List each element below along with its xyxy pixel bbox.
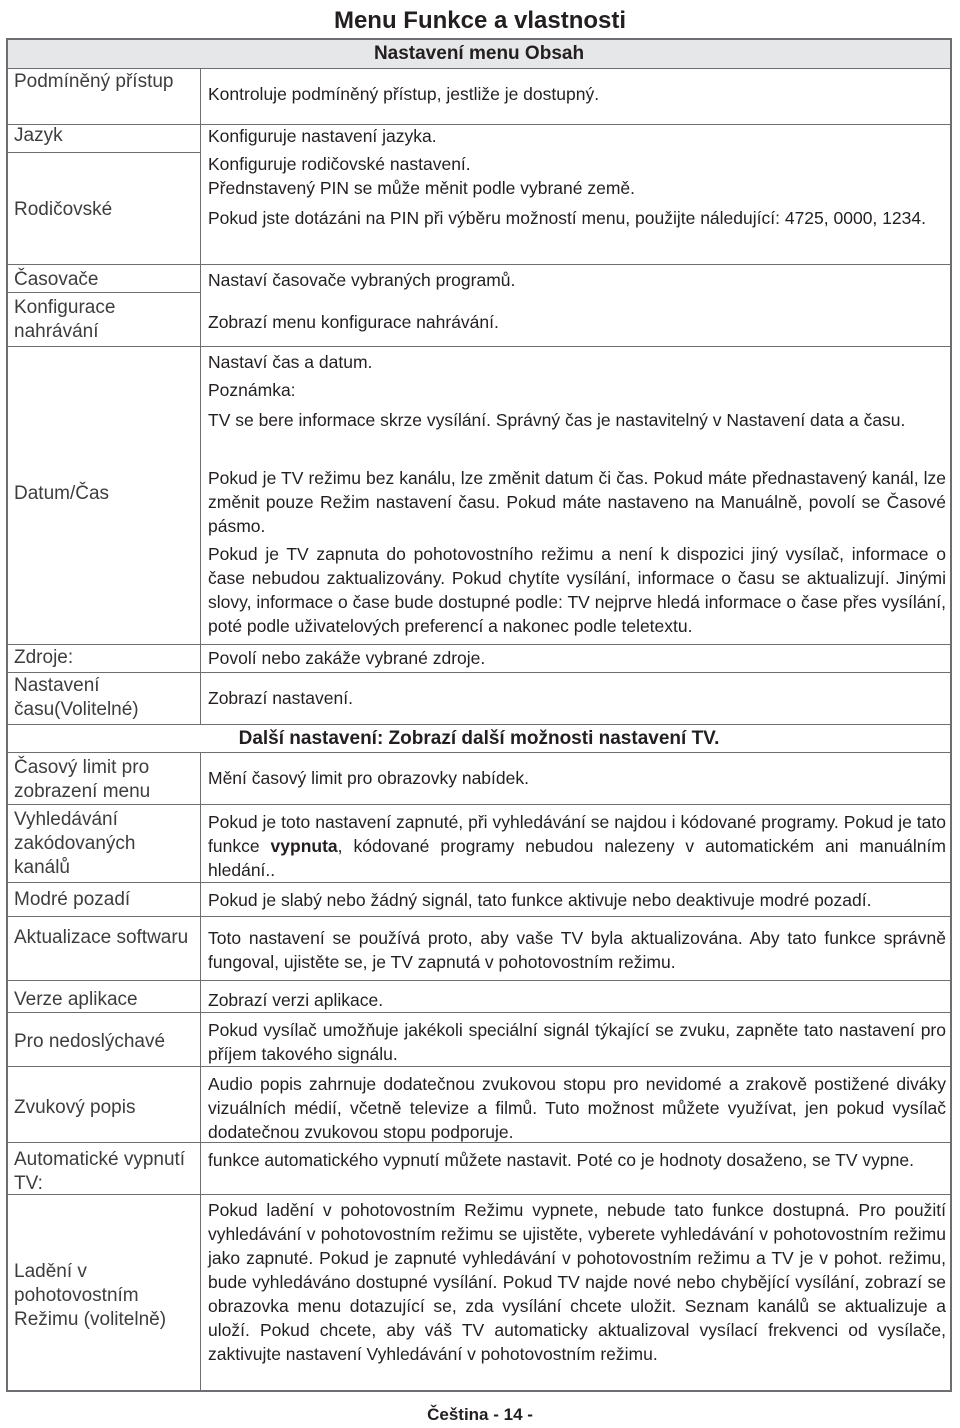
row-divider bbox=[8, 292, 200, 293]
row-label: Datum/Čas bbox=[14, 483, 110, 504]
row-text: Pokud ladění v pohotovostním Režimu vypnete, nebude tato funkce dostupná. Pro použití vyhledávání v pohotovostním režimu se ujistěte, vyberete vyhledávání v pohotovostním režimu jako zapnuté. Pokud je zapnuté vyhledávání v pohotovostním režimu a TV je v pohot. režimu, bude vyhledáváno dostupné vysílání. Pokud TV najde nové nebo chybějící vysílání, zobrazí se obrazovka menu dotazující se, zda vysílání chcete uložit. Seznam kanálů se aktualizuje a uloží. Pokud chcete, aby váš TV automaticky aktualizoval vysílací frekvenci od vysílače, zaktivujte nastavení Vyhledávání v pohotovostním režimu. bbox=[208, 1200, 946, 1364]
row-text-part: Pokud je toto nastavení zapnuté, při vyhledávání se najdou i kódované programy. Pokud je tato funkce bbox=[208, 812, 946, 856]
row-divider bbox=[8, 1194, 950, 1195]
row-text: Toto nastavení se používá proto, aby vaše TV byla aktualizována. Aby tato funkce správně fungoval, ujistěte se, je TV zapnutá v pohotovostním režimu. bbox=[208, 928, 946, 972]
row-text: Kontroluje podmíněný přístup, jestliže je dostupný. bbox=[208, 84, 600, 104]
row-text: Mění časový limit pro obrazovky nabídek. bbox=[208, 768, 529, 788]
row-text: Zobrazí menu konfigurace nahrávání. bbox=[208, 312, 499, 332]
row-label: Aktualizace softwaru bbox=[14, 927, 189, 948]
row-divider bbox=[8, 752, 950, 753]
row-label: Časovače bbox=[14, 269, 99, 290]
row-divider bbox=[8, 644, 950, 645]
row-label: Modré pozadí bbox=[14, 889, 131, 910]
row-text: Pokud jste dotázáni na PIN při výběru možností menu, použijte náledující: 4725, 0000, 1234. bbox=[208, 208, 926, 228]
row-text: Přednstavený PIN se může měnit podle vybrané země. bbox=[208, 178, 636, 198]
row-divider bbox=[8, 916, 950, 917]
row-text: funkce automatického vypnutí můžete nastavit. Poté co je hodnoty dosaženo, se TV vypne. bbox=[208, 1150, 914, 1170]
page-footer: Čeština - 14 - bbox=[427, 1405, 533, 1424]
row-divider bbox=[8, 152, 200, 153]
row-divider bbox=[8, 980, 950, 981]
row-label: Verze aplikace bbox=[14, 989, 138, 1010]
row-text: Poznámka: bbox=[208, 380, 296, 400]
row-text: Pokud je slabý nebo žádný signál, tato funkce aktivuje nebo deaktivuje modré pozadí. bbox=[208, 890, 872, 910]
row-text: Nastaví čas a datum. bbox=[208, 352, 373, 372]
row-label: Konfigurace nahrávání bbox=[14, 297, 116, 342]
row-text: Konfiguruje rodičovské nastavení. bbox=[208, 154, 471, 174]
row-label: Nastavení času(Volitelné) bbox=[14, 675, 139, 720]
settings-table bbox=[6, 38, 952, 1392]
row-text: Povolí nebo zakáže vybrané zdroje. bbox=[208, 648, 486, 668]
page-title: Menu Funkce a vlastnosti bbox=[333, 7, 627, 34]
row-divider bbox=[8, 672, 950, 673]
table-header bbox=[8, 40, 950, 69]
row-divider bbox=[8, 1142, 950, 1143]
row-text-part: , kódované programy nebudou nalezeny v automatickém ani manuálním hledání.. bbox=[208, 836, 946, 880]
row-text: Zobrazí nastavení. bbox=[208, 688, 353, 708]
row-text: TV se bere informace skrze vysílání. Správný čas je nastavitelný v Nastavení data a času. bbox=[208, 410, 906, 430]
row-label: Rodičovské bbox=[14, 199, 113, 220]
row-label: Pro nedoslýchavé bbox=[14, 1031, 166, 1052]
section-band-text: Další nastavení: Zobrazí další možnosti nastavení TV. bbox=[238, 728, 720, 749]
table-header-text: Nastavení menu Obsah bbox=[373, 43, 585, 64]
row-text: Pokud je TV zapnuta do pohotovostního režimu a není k dispozici jiný vysílač, informace o čase nebudou zaktualizovány. Pokud chytíte vysílání, informace o času se aktualizují. Jinými slovy, informace o čase bude dostupné podle: TV nejprve hledá informace o čase přes vysílání, poté podle uživatelových preferencí a nakonec podle teletextu. bbox=[208, 544, 946, 636]
row-label: Jazyk bbox=[14, 125, 63, 146]
row-text: Nastaví časovače vybraných programů. bbox=[208, 270, 516, 290]
row-divider bbox=[8, 264, 950, 265]
row-divider bbox=[8, 1066, 950, 1067]
row-label: Ladění v pohotovostním Režimu (volitelně) bbox=[14, 1261, 167, 1330]
row-divider bbox=[8, 804, 950, 805]
row-text: Konfiguruje nastavení jazyka. bbox=[208, 126, 437, 146]
row-label: Automatické vypnutí TV: bbox=[14, 1149, 186, 1194]
row-divider bbox=[8, 1012, 950, 1013]
row-text: Audio popis zahrnuje dodatečnou zvukovou stopu pro nevidomé a zrakově postižené diváky vizuálních médií, včetně televize a filmů. Tuto možnost můžete využívat, jen pokud vysílač dodatečnou zvukovou stopu podporuje. bbox=[208, 1074, 946, 1142]
row-text-bold: vypnuta bbox=[270, 836, 338, 856]
row-label: Podmíněný přístup bbox=[14, 71, 174, 92]
section-band bbox=[8, 725, 950, 753]
row-text bbox=[208, 810, 946, 882]
row-text: Pokud je TV režimu bez kanálu, lze změnit datum či čas. Pokud máte přednastavený kanál, lze změnit pouze Režim nastavení času. Pokud máte nastaveno na Manuálně, povolí se Časové pásmo. bbox=[208, 468, 946, 536]
row-text: Zobrazí verzi aplikace. bbox=[208, 990, 384, 1010]
row-divider bbox=[8, 882, 950, 883]
row-divider bbox=[8, 346, 950, 347]
row-text: Pokud vysílač umožňuje jakékoli speciální signál týkající se zvuku, zapněte tato nastavení pro příjem takového signálu. bbox=[208, 1020, 946, 1064]
row-label: Vyhledávání zakódovaných kanálů bbox=[14, 809, 136, 878]
row-label: Časový limit pro zobrazení menu bbox=[14, 757, 151, 802]
row-label: Zdroje: bbox=[14, 647, 74, 668]
row-label: Zvukový popis bbox=[14, 1097, 136, 1118]
